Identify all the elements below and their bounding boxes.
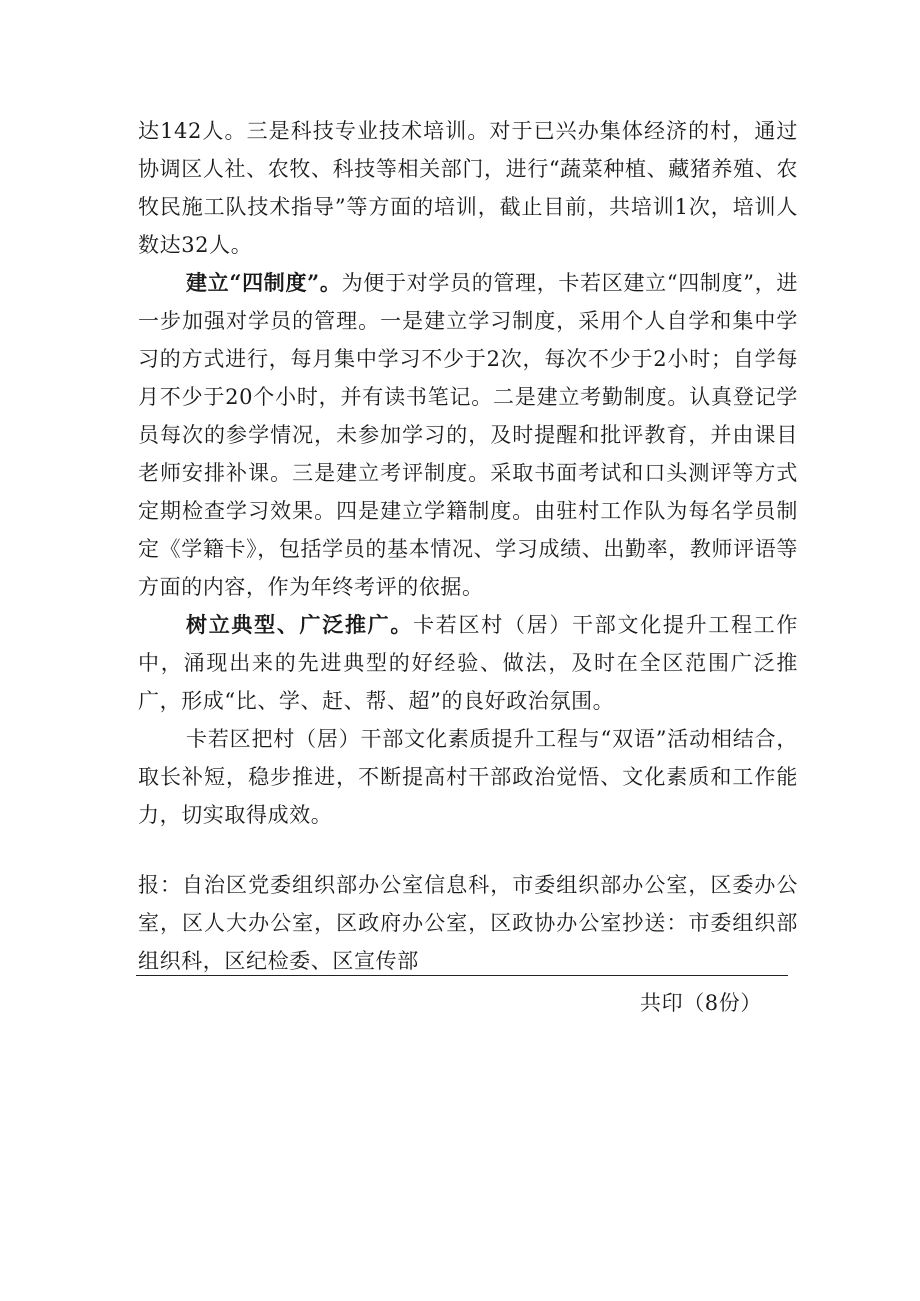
paragraph-text: 卡若区村（居）干部文化提升工程工作中，涌现出来的先进典型的好经验、做法，及时在全区范围广泛推广，形成“比、学、赶、帮、超”的良好政治氛围。 <box>138 613 798 713</box>
paragraph-conclusion <box>138 720 798 834</box>
document-body <box>138 112 798 834</box>
paragraph-text: 卡若区把村（居）干部文化素质提升工程与“双语”活动相结合，取长补短，稳步推进，不断提高村干部政治觉悟、文化素质和工作能力，切实取得成效。 <box>138 727 798 827</box>
print-copies: 共印（8份） <box>640 991 762 1015</box>
footer-divider <box>136 975 788 976</box>
paragraph-heading: 建立“四制度”。 <box>186 270 342 295</box>
paragraph-text: 达142人。三是科技专业技术培训。对于已兴办集体经济的村，通过协调区人社、农牧、科技等相关部门，进行“蔬菜种植、藏猪养殖、农牧民施工队技术指导”等方面的培训，截止目前，共培训1次，培训人数达32人。 <box>138 119 798 257</box>
distribution-list: 报：自治区党委组织部办公室信息科，市委组织部办公室，区委办公室，区人大办公室，区政府办公室，区政协办公室抄送：市委组织部组织科，区纪检委、区宣传部 <box>138 873 798 973</box>
distribution-footer <box>138 866 798 980</box>
paragraph-heading: 树立典型、广泛推广。 <box>186 612 414 637</box>
paragraph-models-promotion <box>138 606 798 720</box>
paragraph-text: 为便于对学员的管理，卡若区建立“四制度”，进一步加强对学员的管理。一是建立学习制度，采用个人自学和集中学习的方式进行，每月集中学习不少于2次，每次不少于2小时；自学每月不少于20个小时，并有读书笔记。二是建立考勤制度。认真登记学员每次的参学情况，未参加学习的，及时提醒和批评教育，并由课目老师安排补课。三是建立考评制度。采取书面考试和口头测评等方式定期检查学习效果。四是建立学籍制度。由驻村工作队为每名学员制定《学籍卡》，包括学员的基本情况、学习成绩、出勤率，教师评语等方面的内容，作为年终考评的依据。 <box>138 271 798 599</box>
paragraph-training-continued <box>138 112 798 264</box>
paragraph-four-systems <box>138 264 798 606</box>
